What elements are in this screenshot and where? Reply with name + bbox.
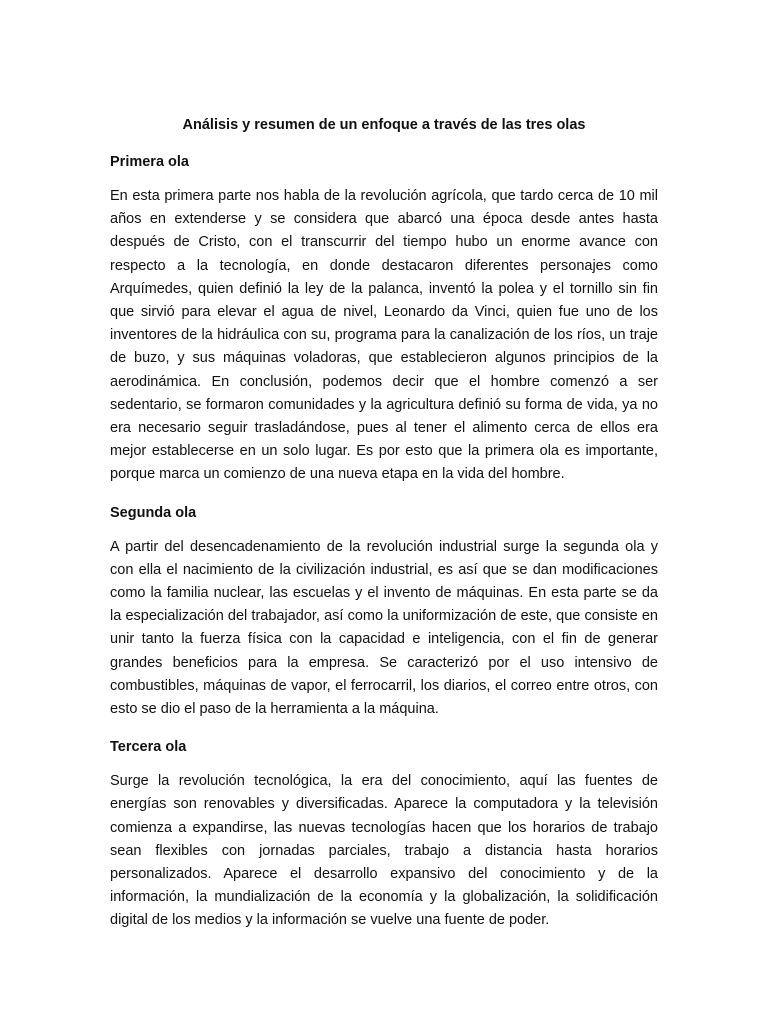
section-paragraph-tercera-ola: Surge la revolución tecnológica, la era del conocimiento, aquí las fuentes de energías son renovables y diversificadas. Aparece la computadora y la televisión comienza a expandirse, las nuevas tecnologías hacen que los horarios de trabajo sean flexibles con jornadas parciales, trabajo a distancia hasta horarios personalizados. Aparece el desarrollo expansivo del conocimiento y de la información, la mundialización de la economía y la globalización, la solidificación digital de los medios y la información se vuelve una fuente de poder.: [110, 773, 658, 929]
document-body: [110, 113, 658, 948]
document-title: Análisis y resumen de un enfoque a través de las tres olas: [182, 117, 586, 133]
section-heading-tercera-ola: Tercera ola: [110, 739, 187, 756]
section-paragraph-primera-ola: En esta primera parte nos habla de la revolución agrícola, que tardo cerca de 10 mil años en extenderse y se considera que abarcó una época desde antes hasta después de Cristo, con el transcurrir del tiempo hubo un enorme avance con respecto a la tecnología, en donde destacaron diferentes personajes como Arquímedes, quien definió la ley de la palanca, inventó la polea y el tornillo sin fin que sirvió para elevar el agua de nivel, Leonardo da Vinci, quien fue uno de los inventores de la hidráulica con su, programa para la canalización de los ríos, un traje de buzo, y sus máquinas voladoras, que establecieron algunos principios de la aerodinámica. En conclusión, podemos decir que el hombre comenzó a ser sedentario, se formaron comunidades y la agricultura definió su forma de vida, ya no era necesario seguir trasladándose, pues al tener el alimento cerca de ellos era mejor establecerse en un solo lugar. Es por esto que la primera ola es importante, porque marca un comienzo de una nueva etapa en la vida del hombre.: [110, 188, 658, 483]
section-heading-primera-ola: Primera ola: [110, 154, 189, 170]
section-heading-segunda-ola: Segunda ola: [110, 504, 197, 521]
section-paragraph-segunda-ola: A partir del desencadenamiento de la revolución industrial surge la segunda ola y con ella el nacimiento de la civilización industrial, es así que se dan modificaciones como la familia nuclear, las escuelas y el invento de máquinas. En esta parte se da la especialización del trabajador, así como la uniformización de este, que consiste en unir tanto la fuerza física con la capacidad e inteligencia, con el fin de generar grandes beneficios para la empresa. Se caracterizó por el uso intensivo de combustibles, máquinas de vapor, el ferrocarril, los diarios, el correo entre otros, con esto se dio el paso de la herramienta a la máquina.: [110, 538, 658, 718]
